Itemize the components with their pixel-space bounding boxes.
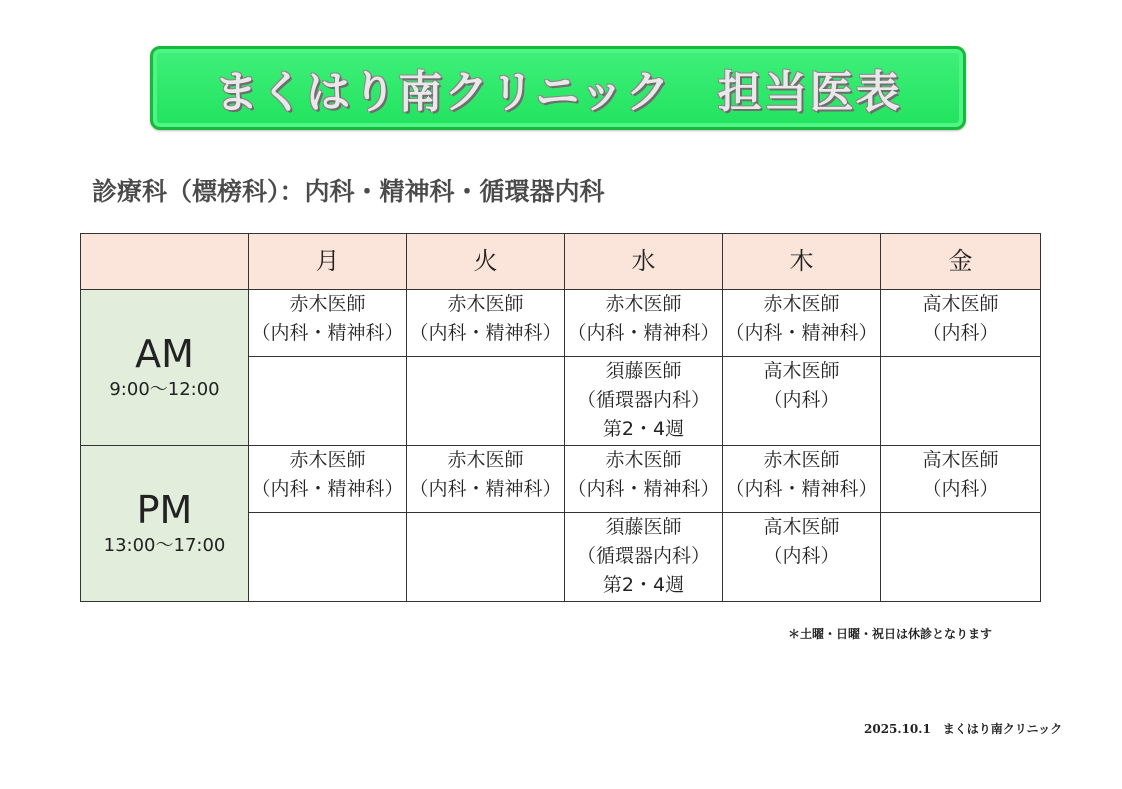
doctor-name: 高木医師 xyxy=(922,449,999,471)
am-period-cell xyxy=(81,290,249,446)
doctor-weeks-note: 第2・4週 xyxy=(602,574,685,596)
doctor-specialty: （内科・精神科） xyxy=(409,478,562,500)
pm-period-cell xyxy=(81,446,249,602)
pm-row-1 xyxy=(81,446,1041,513)
empty-schedule-cell xyxy=(249,357,407,446)
doctor-name: 須藤医師 xyxy=(605,516,682,538)
doctor-name: 高木医師 xyxy=(763,516,840,538)
schedule-cell xyxy=(565,357,723,446)
am-row-1 xyxy=(81,290,1041,357)
doctor-specialty: （内科・精神科） xyxy=(567,478,720,500)
doctor-name: 赤木医師 xyxy=(763,293,840,315)
page-title: まくはり南クリニック 担当医表 xyxy=(214,67,902,118)
doctor-specialty: （内科・精神科） xyxy=(251,322,404,344)
closed-days-note: ＊土曜・日曜・祝日は休診となります xyxy=(788,627,993,641)
day-header-row xyxy=(81,234,1041,290)
schedule-cell xyxy=(881,290,1041,357)
doctor-name: 赤木医師 xyxy=(605,449,682,471)
doctor-specialty: （内科） xyxy=(922,322,999,344)
schedule-cell xyxy=(723,357,881,446)
schedule-cell xyxy=(407,446,565,513)
day-header-fri: 金 xyxy=(881,234,1041,290)
title-banner xyxy=(150,46,966,130)
doctor-specialty: （内科・精神科） xyxy=(725,478,878,500)
schedule-cell xyxy=(565,513,723,602)
day-header-wed: 水 xyxy=(565,234,723,290)
doctor-specialty: （内科・精神科） xyxy=(251,478,404,500)
empty-schedule-cell xyxy=(407,357,565,446)
day-header-tue: 火 xyxy=(407,234,565,290)
corner-header-cell xyxy=(81,234,249,290)
doctor-specialty: （内科・精神科） xyxy=(409,322,562,344)
doctor-specialty: （内科） xyxy=(763,545,840,567)
doctor-name: 赤木医師 xyxy=(447,449,524,471)
empty-schedule-cell xyxy=(881,513,1041,602)
doctor-specialty: （循環器内科） xyxy=(576,389,710,411)
doctor-weeks-note: 第2・4週 xyxy=(602,418,685,440)
doctor-name: 須藤医師 xyxy=(605,360,682,382)
doctor-name: 赤木医師 xyxy=(447,293,524,315)
schedule-table xyxy=(80,233,1041,602)
schedule-cell xyxy=(407,290,565,357)
doctor-specialty: （内科・精神科） xyxy=(567,322,720,344)
period-label-pm: PM xyxy=(136,487,193,532)
doctor-specialty: （内科・精神科） xyxy=(725,322,878,344)
schedule-cell xyxy=(249,446,407,513)
schedule-cell xyxy=(249,290,407,357)
schedule-cell xyxy=(723,446,881,513)
doctor-name: 赤木医師 xyxy=(289,293,366,315)
period-label-am: AM xyxy=(135,331,194,376)
doctor-name: 赤木医師 xyxy=(289,449,366,471)
empty-schedule-cell xyxy=(881,357,1041,446)
doctor-name: 高木医師 xyxy=(922,293,999,315)
empty-schedule-cell xyxy=(407,513,565,602)
day-header-thu: 木 xyxy=(723,234,881,290)
doctor-name: 赤木医師 xyxy=(763,449,840,471)
doctor-name: 赤木医師 xyxy=(605,293,682,315)
schedule-cell xyxy=(565,290,723,357)
schedule-cell xyxy=(565,446,723,513)
empty-schedule-cell xyxy=(249,513,407,602)
doctor-specialty: （循環器内科） xyxy=(576,545,710,567)
day-header-mon: 月 xyxy=(249,234,407,290)
period-time-pm: 13:00～17:00 xyxy=(103,534,226,556)
departments-heading: 診療科（標榜科）：内科・精神科・循環器内科 xyxy=(92,177,605,206)
document-footer: 2025.10.1 まくはり南クリニック xyxy=(864,722,1063,736)
schedule-cell xyxy=(881,446,1041,513)
doctor-specialty: （内科） xyxy=(922,478,999,500)
doctor-specialty: （内科） xyxy=(763,389,840,411)
schedule-cell xyxy=(723,513,881,602)
schedule-cell xyxy=(723,290,881,357)
period-time-am: 9:00～12:00 xyxy=(109,378,220,400)
doctor-name: 高木医師 xyxy=(763,360,840,382)
